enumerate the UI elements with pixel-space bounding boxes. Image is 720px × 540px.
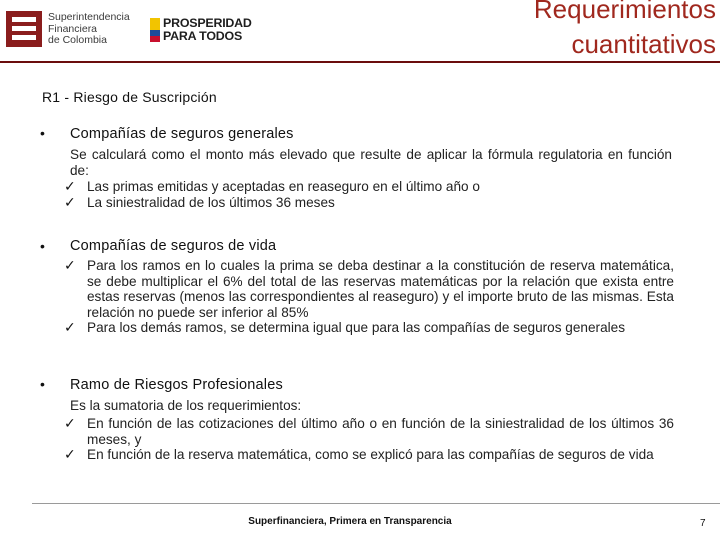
header-divider [0,61,720,63]
list-item-text: Para los demás ramos, se determina igual que para las compañías de seguros generales [87,320,626,335]
check-icon: ✓ [64,193,76,210]
check-list-riesgos-profesionales [62,416,674,463]
list-item [62,258,674,320]
list-item [62,195,674,211]
page-number: 7 [700,518,706,529]
check-icon: ✓ [64,178,76,194]
logo-line: de Colombia [48,34,107,46]
logo-line: PROSPERIDAD [163,16,252,30]
logo-line: Financiera [48,22,98,35]
section-title-vida: Compañías de seguros de vida [70,238,277,254]
list-item [62,447,674,463]
colombia-flag-icon [150,18,160,42]
footer-divider [32,503,720,504]
list-item-text: En función de la reserva matemática, como se explicó para las compañías de seguros de vida [87,447,654,462]
section-title-generales: Compañías de seguros generales [70,126,294,142]
slide-title-line: Requerimientos [533,0,716,24]
section-intro-riesgos-profesionales: Es la sumatoria de los requerimientos: [70,398,302,413]
check-icon: ✓ [64,257,76,273]
bullet-icon: • [40,238,45,254]
list-item-text: La siniestralidad de los últimos 36 meses [87,194,335,210]
footer-slogan: Superfinanciera, Primera en Transparencia [248,516,452,527]
check-icon: ✓ [64,415,76,431]
section-intro-generales: Se calculará como el monto más elevado que resulte de aplicar la fórmula regulatoria en función de: [70,147,672,178]
logo-line: Superintendencia [48,11,130,23]
check-icon: ✓ [64,319,76,335]
prosperidad-logo-text [163,17,252,42]
superintendencia-logo-text [48,12,130,47]
check-list-vida [62,258,674,336]
slide-title-line: cuantitativos [571,29,716,59]
prosperidad-logo [150,12,265,46]
slide-title [386,0,716,62]
bullet-icon: • [40,376,45,392]
section-title-riesgos-profesionales: Ramo de Riesgos Profesionales [70,377,283,393]
check-icon: ✓ [64,446,76,462]
section-subtitle: R1 - Riesgo de Suscripción [42,89,217,105]
list-item [62,179,674,195]
list-item-text: Para los ramos en lo cuales la prima se deba destinar a la constitución de reserva matemática, se debe multiplicar el 6% del total de las reservas matemáticas por la relación que exista entre estas reservas (menos las correspondientes al reaseguro) y el importe bruto de las mismas. Esta relación no puede ser inferior al 85% [87,258,674,320]
check-list-generales [62,179,674,210]
superintendencia-logo [6,11,134,47]
list-item-text: En función de las cotizaciones del último año o en función de la siniestralidad de los últimos 36 meses, y [87,416,674,447]
logo-line: PARA TODOS [163,28,243,43]
list-item [62,320,674,336]
superintendencia-emblem-icon [6,11,42,47]
list-item [62,416,674,447]
bullet-icon: • [40,125,45,141]
list-item-text: Las primas emitidas y aceptadas en reaseguro en el último año o [87,179,480,194]
